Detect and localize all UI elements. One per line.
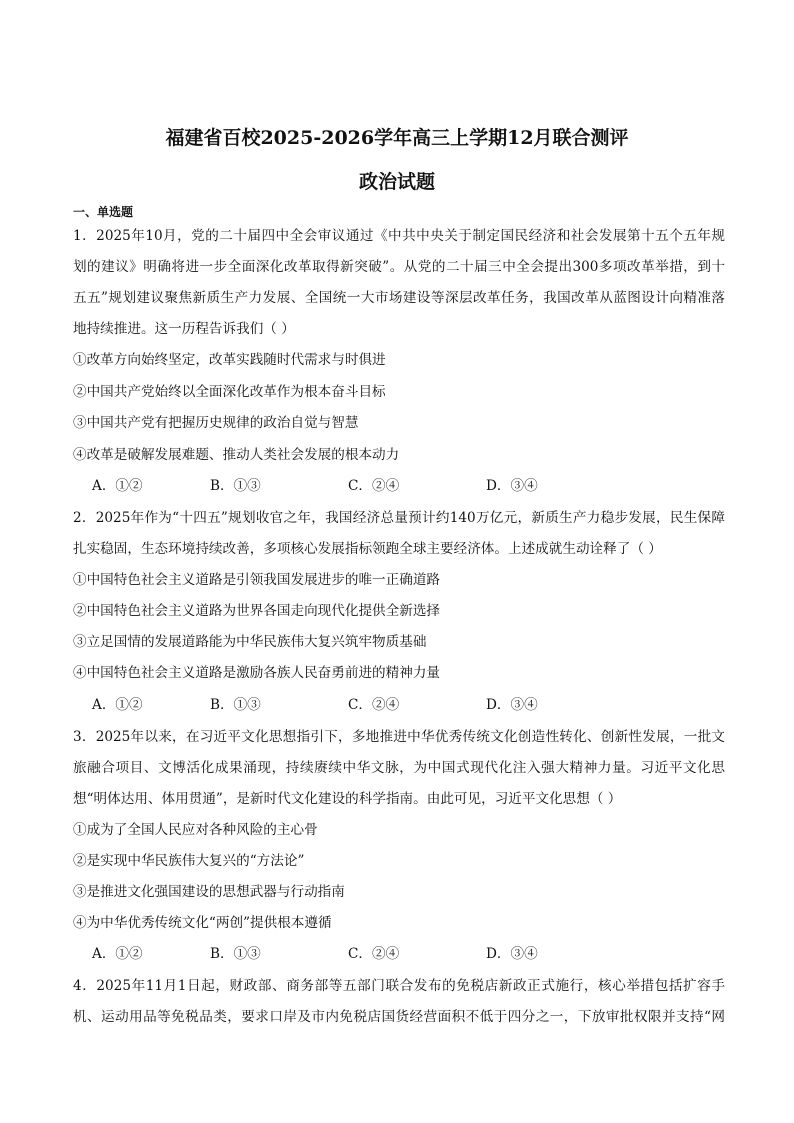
answer-choices (0, 695, 794, 715)
answer-choice-a: A．①② (92, 697, 143, 713)
answer-choice-d: D．③④ (486, 697, 538, 713)
answer-choice-a: A．①② (92, 478, 143, 494)
statement-option: ①成为了全国人民应对各种风险的主心骨 (73, 822, 318, 838)
question-text-line: 4．2025年11月1日起，财政部、商务部等五部门联合发布的免税店新政正式施行，核心举措包括扩容手 (73, 978, 725, 994)
statement-option: ③是推进文化强国建设的思想武器与行动指南 (73, 884, 345, 900)
question-text-line: 划的建议》明确将进一步全面深化改革取得新突破”。从党的二十届三中全会提出300多项改革举措，到十 (73, 259, 725, 275)
exam-title: 福建省百校2025-2026学年高三上学期12月联合测评 (165, 127, 629, 149)
section-heading: 一、单选题 (73, 205, 134, 219)
question-text-line: 旅融合项目、文博活化成果涌现，持续赓续中华文脉，为中国式现代化注入强大精神力量。习近平文化思 (73, 760, 725, 776)
answer-choice-a: A．①② (92, 946, 143, 962)
question-text-line: 3．2025年以来，在习近平文化思想指引下，多地推进中华优秀传统文化创造性转化、创新性发展，一批文 (73, 729, 725, 745)
question-text-line: 扎实稳固，生态环境持续改善，多项核心发展指标领跑全球主要经济体。上述成就生动诠释了（ ） (73, 541, 662, 557)
statement-option: ③中国共产党有把握历史规律的政治自觉与智慧 (73, 415, 359, 431)
answer-choices (0, 476, 794, 496)
statement-option: ②中国特色社会主义道路为世界各国走向现代化提供全新选择 (73, 603, 441, 619)
statement-option: ②中国共产党始终以全面深化改革作为根本奋斗目标 (73, 384, 386, 400)
answer-choice-d: D．③④ (486, 478, 538, 494)
answer-choice-d: D．③④ (486, 946, 538, 962)
question-text-line: 想“明体达用、体用贯通”，是新时代文化建设的科学指南。由此可见，习近平文化思想（ ） (73, 791, 622, 807)
answer-choice-b: B．①③ (210, 478, 261, 494)
question-text-line: 机、运动用品等免税品类，要求口岸及市内免税店国货经营面积不低于四分之一，下放审批权限并支持“网 (73, 1009, 725, 1025)
question-text-line: 1．2025年10月，党的二十届四中全会审议通过《中共中央关于制定国民经济和社会发展第十五个五年规 (73, 228, 725, 244)
statement-option: ④为中华优秀传统文化“两创”提供根本遵循 (73, 915, 332, 931)
answer-choice-c: C．②④ (348, 478, 400, 494)
answer-choice-c: C．②④ (348, 697, 400, 713)
answer-choices (0, 944, 794, 964)
statement-option: ③立足国情的发展道路能为中华民族伟大复兴筑牢物质基础 (73, 634, 427, 650)
statement-option: ④中国特色社会主义道路是激励各族人民奋勇前进的精神力量 (73, 665, 441, 681)
question-text-line: 五五”规划建议聚焦新质生产力发展、全国统一大市场建设等深层改革任务，我国改革从蓝图设计向精准落 (73, 290, 725, 306)
answer-choice-b: B．①③ (210, 946, 261, 962)
question-text-line: 2．2025年作为“十四五”规划收官之年，我国经济总量预计约140万亿元，新质生产力稳步发展，民生保障 (73, 510, 725, 526)
statement-option: ①中国特色社会主义道路是引领我国发展进步的唯一正确道路 (73, 572, 441, 588)
answer-choice-b: B．①③ (210, 697, 261, 713)
statement-option: ④改革是破解发展难题、推动人类社会发展的根本动力 (73, 447, 400, 463)
question-text-line: 地持续推进。这一历程告诉我们（ ） (73, 321, 295, 337)
statement-option: ①改革方向始终坚定，改革实践随时代需求与时俱进 (73, 352, 386, 368)
exam-subject-title: 政治试题 (358, 171, 435, 193)
answer-choice-c: C．②④ (348, 946, 400, 962)
statement-option: ②是实现中华民族伟大复兴的“方法论” (73, 853, 305, 869)
